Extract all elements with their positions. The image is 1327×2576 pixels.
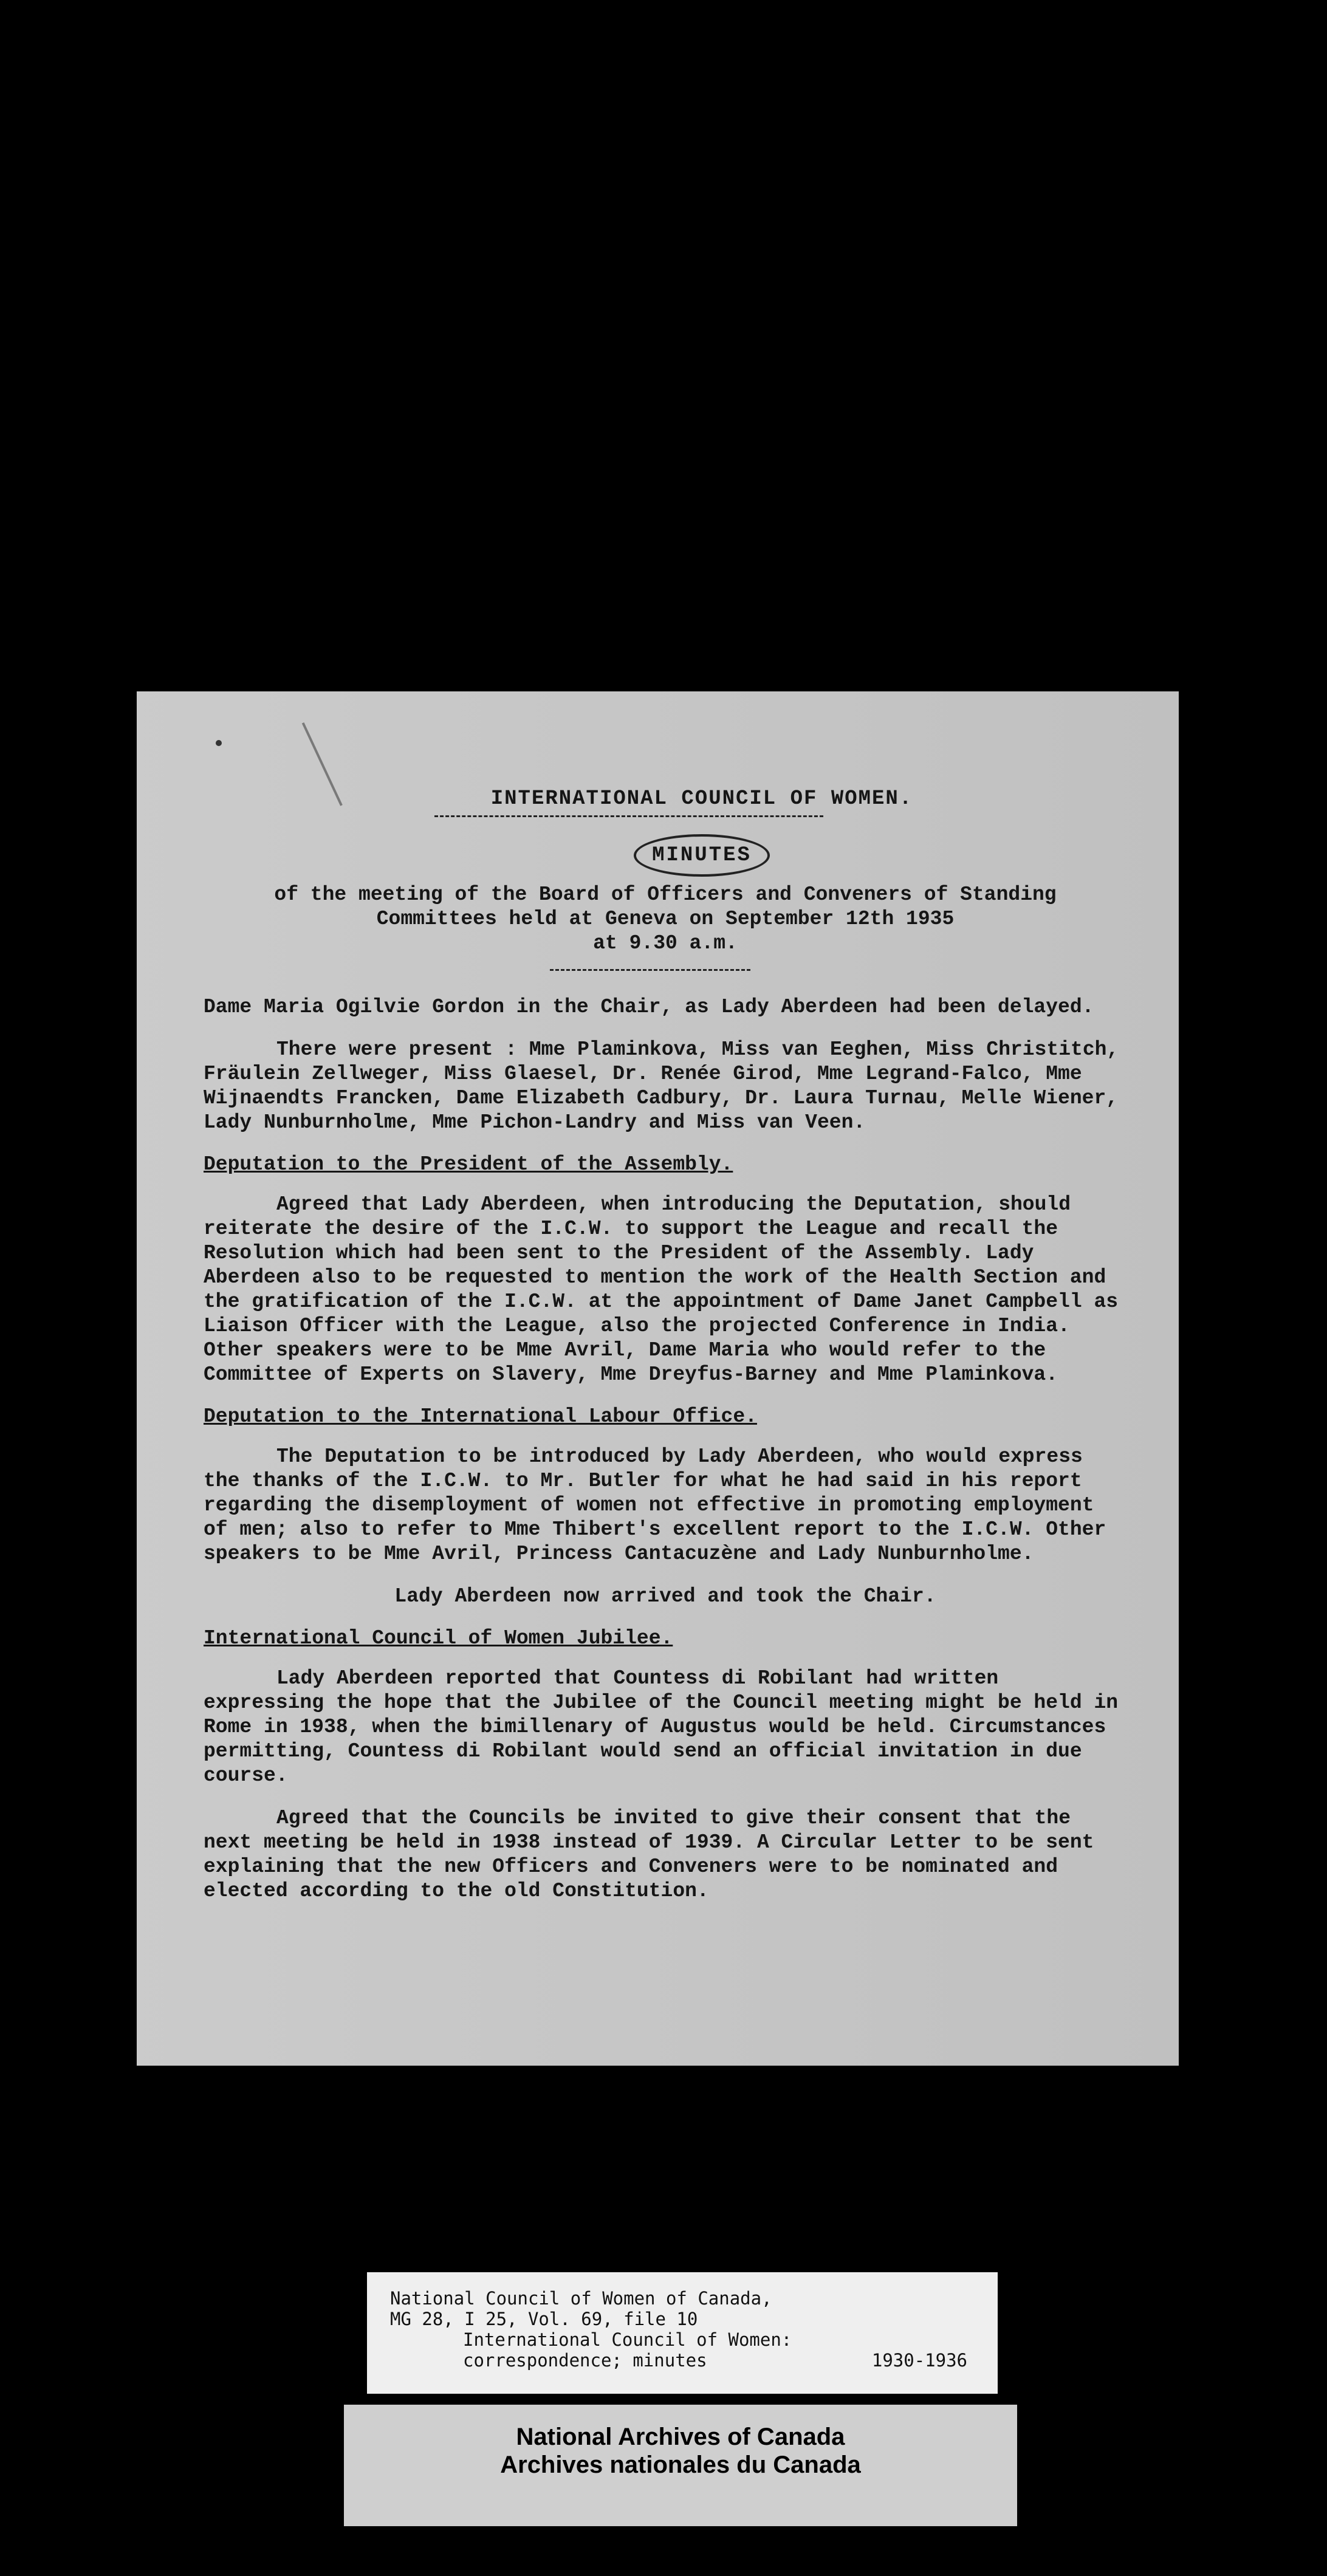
archive-reference-card bbox=[367, 2272, 998, 2394]
archive-label-line-3: International Council of Women: bbox=[463, 2329, 792, 2350]
archive-banner bbox=[344, 2405, 1017, 2526]
section-paragraph-assembly: Agreed that Lady Aberdeen, when introducing the Deputation, should reiterate the desire of the I.C.W. to support the League and recall the Resolution which had been sent to the President of the Assembly. Lady Aberdeen also to be requested to mention the work of the Health Section and the gratification of the I.C.W. at the appointment of Dame Janet Campbell as Liaison Officer with the League, also the projected Conference in India. Other speakers were to be Mme Avril, Dame Maria who would refer to the Committee of Experts on Slavery, Mme Dreyfus-Barney and Mme Plaminkova. bbox=[204, 1193, 1119, 1386]
separator bbox=[550, 969, 750, 971]
archive-banner-french: Archives nationales du Canada bbox=[500, 2451, 861, 2478]
section-heading-labour-office: Deputation to the International Labour Office. bbox=[204, 1405, 757, 1428]
archive-label-line-1: National Council of Women of Canada, bbox=[390, 2288, 772, 2309]
section-heading-assembly: Deputation to the President of the Assembly. bbox=[204, 1153, 733, 1176]
document-body bbox=[204, 787, 1127, 1922]
archive-label-line-4: correspondence; minutes bbox=[463, 2350, 707, 2371]
present-list: There were present : Mme Plaminkova, Miss van Eeghen, Miss Christitch, Fräulein Zellweger, Miss Glaesel, Dr. Renée Girod, Mme Legrand-Falco, Mme Wijnaendts Francken, Dame Elizabeth Cadbury, Dr. Laura Turnau, Melle Wiener, Lady Nunburnholme, Mme Pichon-Landry and Miss van Veen. bbox=[204, 1038, 1119, 1134]
section-paragraph-labour-office: The Deputation to be introduced by Lady Aberdeen, who would express the thanks of the I.C.W. to Mr. Butler for what he had said in his report regarding the disemployment of women not effective in promoting employment of men; also to refer to Mme Thibert's excellent report to the I.C.W. Other speakers to be Mme Avril, Princess Cantacuzène and Lady Nunburnholme. bbox=[204, 1445, 1106, 1565]
section-heading-jubilee: International Council of Women Jubilee. bbox=[204, 1627, 673, 1649]
subtitle-line-3: at 9.30 a.m. bbox=[593, 932, 738, 954]
subtitle-line-2: Committees held at Geneva on September 12th 1935 bbox=[376, 908, 955, 930]
ink-dot bbox=[216, 740, 222, 746]
archive-label-line-2: MG 28, I 25, Vol. 69, file 10 bbox=[390, 2309, 698, 2329]
section-paragraph-jubilee-1: Lady Aberdeen reported that Countess di Robilant had written expressing the hope that the Jubilee of the Council meeting might be held in Rome in 1938, when the bimillenary of Augustus would be held. Circumstances permitting, Countess di Robilant would send an official invitation in due course. bbox=[204, 1667, 1119, 1787]
chair-arrival-note: Lady Aberdeen now arrived and took the Chair. bbox=[394, 1585, 936, 1608]
subtitle-line-1: of the meeting of the Board of Officers and Conveners of Standing bbox=[274, 883, 1057, 906]
minutes-label: MINUTES bbox=[634, 834, 770, 877]
section-paragraph-jubilee-2: Agreed that the Councils be invited to give their consent that the next meeting be held in 1938 instead of 1939. A Circular Letter to be sent explaining that the new Officers and Conveners were to be nominated and elected according to the old Constitution. bbox=[204, 1807, 1094, 1902]
organization-title: INTERNATIONAL COUNCIL OF WOMEN. bbox=[490, 787, 913, 810]
meeting-subtitle bbox=[204, 883, 1127, 956]
archive-label-years: 1930-1936 bbox=[871, 2350, 967, 2371]
document-page bbox=[137, 691, 1179, 2066]
chair-intro: Dame Maria Ogilvie Gordon in the Chair, as Lady Aberdeen had been delayed. bbox=[204, 996, 1094, 1018]
title-underline bbox=[434, 815, 823, 817]
archive-banner-english: National Archives of Canada bbox=[516, 2424, 845, 2450]
